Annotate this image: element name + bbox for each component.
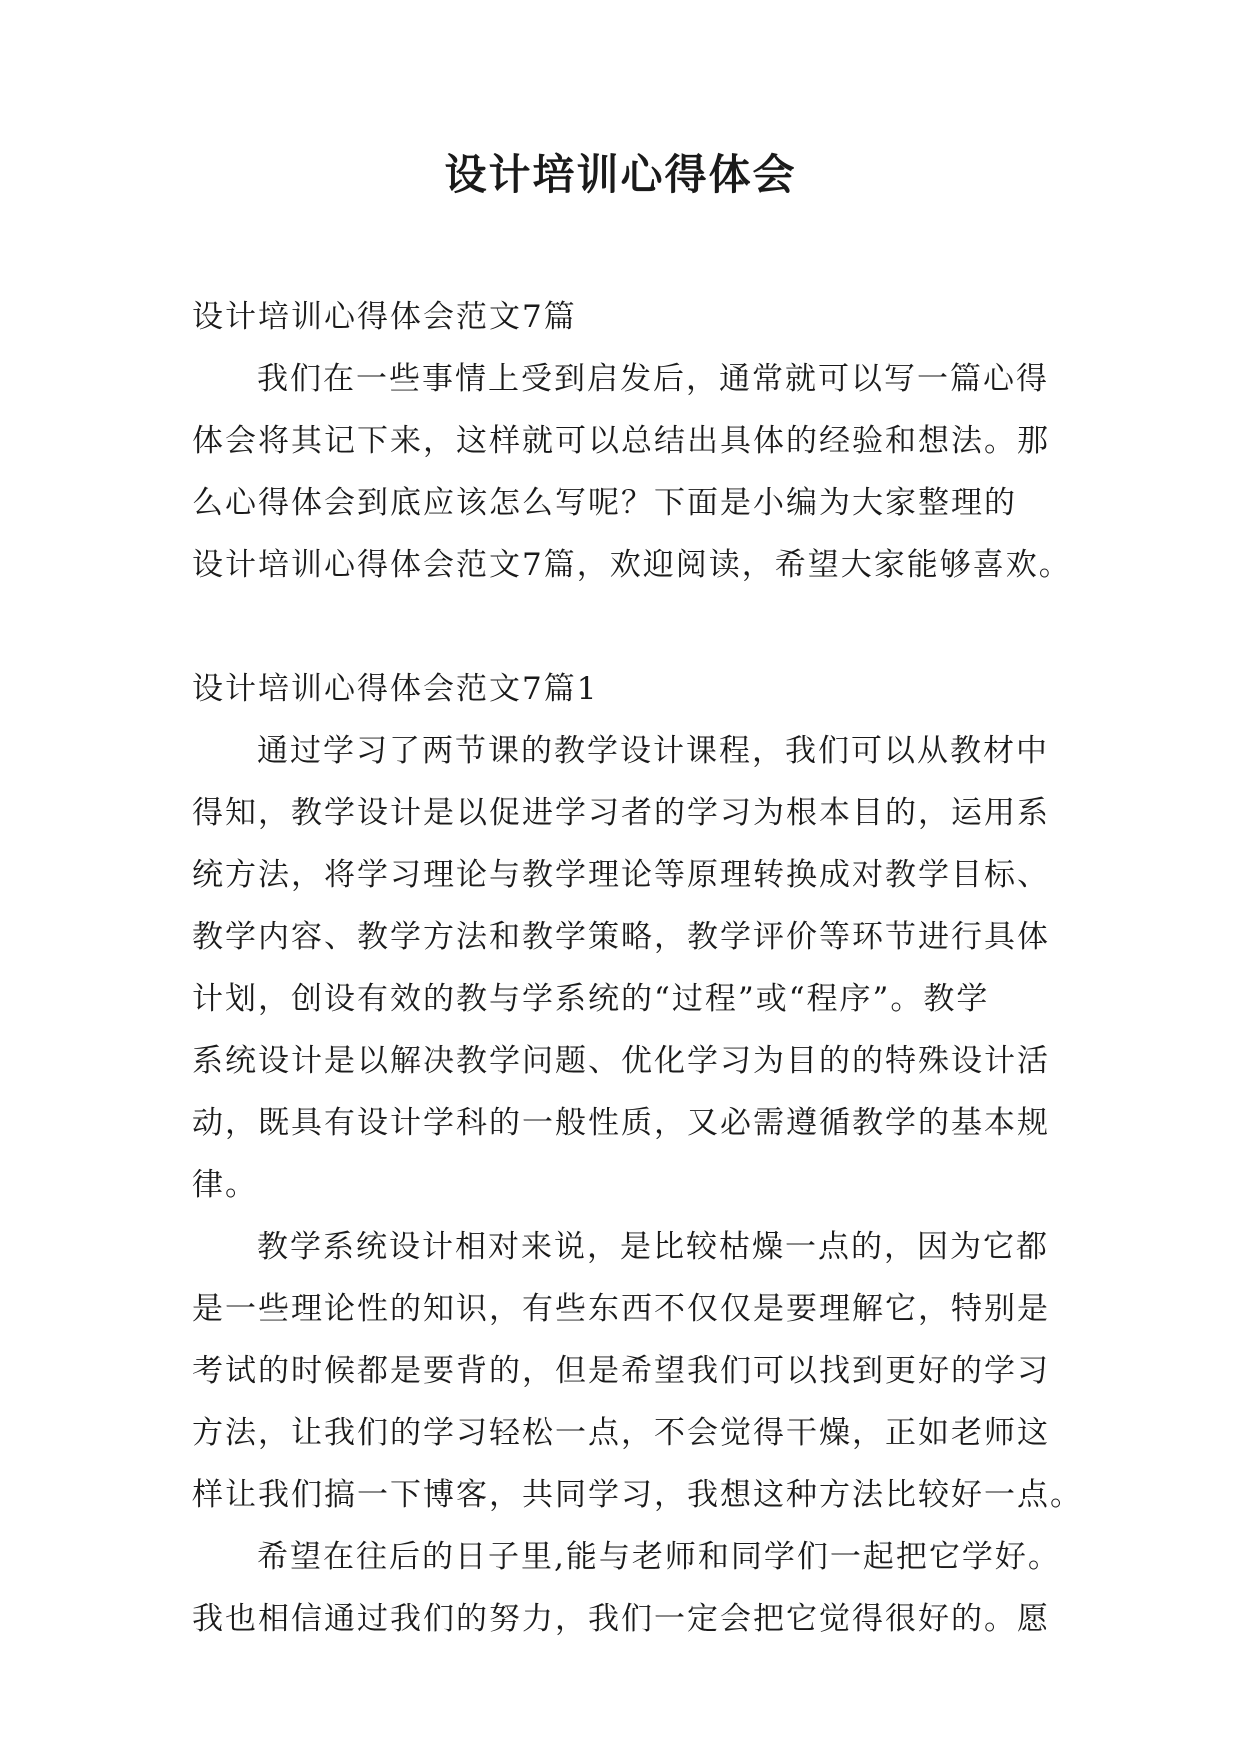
section-heading: 设计培训心得体会范文7篇1 [192,671,599,707]
paragraph-line: 考试的时候都是要背的，但是希望我们可以找到更好的学习 [192,1353,1050,1389]
paragraph-line: 通过学习了两节课的教学设计课程，我们可以从教材中 [257,733,1049,769]
paragraph-line: 我们在一些事情上受到启发后，通常就可以写一篇心得 [257,361,1049,397]
paragraph-line: 计划，创设有效的教与学系统的“过程”或“程序”。教学 [192,981,990,1017]
paragraph-3 [192,1526,1061,1650]
paragraph-line: 系统设计是以解决教学问题、优化学习为目的的特殊设计活 [192,1043,1050,1079]
paragraph-line: 得知，教学设计是以促进学习者的学习为根本目的，运用系 [192,795,1050,831]
paragraph-line: 统方法，将学习理论与教学理论等原理转换成对教学目标、 [192,857,1050,893]
document-title: 设计培训心得体会 [444,150,797,199]
section-gap [192,596,1054,658]
paragraph-line: 方法，让我们的学习轻松一点，不会觉得干燥，正如老师这 [192,1415,1050,1451]
paragraph-line: 动，既具有设计学科的一般性质，又必需遵循教学的基本规 [192,1105,1050,1141]
paragraph-line: 我也相信通过我们的努力，我们一定会把它觉得很好的。愿 [192,1601,1050,1637]
paragraph-line: 教学内容、教学方法和教学策略，教学评价等环节进行具体 [192,919,1050,955]
paragraph-line: 律。 [192,1167,258,1203]
paragraph-2 [192,1216,1083,1526]
paragraph-line: 是一些理论性的知识，有些东西不仅仅是要理解它，特别是 [192,1291,1050,1327]
paragraph-line: 么心得体会到底应该怎么写呢？下面是小编为大家整理的 [192,485,1017,521]
paragraph-line: 教学系统设计相对来说，是比较枯燥一点的，因为它都 [257,1229,1049,1265]
paragraph-1 [192,720,1054,1216]
document-body [192,286,1083,1650]
intro-paragraph [192,348,1072,596]
paragraph-line: 体会将其记下来，这样就可以总结出具体的经验和想法。那 [192,423,1050,459]
subtitle: 设计培训心得体会范文7篇 [192,299,577,335]
paragraph-line: 设计培训心得体会范文7篇，欢迎阅读，希望大家能够喜欢。 [192,547,1072,583]
paragraph-line: 希望在往后的日子里,能与老师和同学们一起把它学好。 [257,1539,1061,1575]
paragraph-line: 样让我们搞一下博客，共同学习，我想这种方法比较好一点。 [192,1477,1083,1513]
